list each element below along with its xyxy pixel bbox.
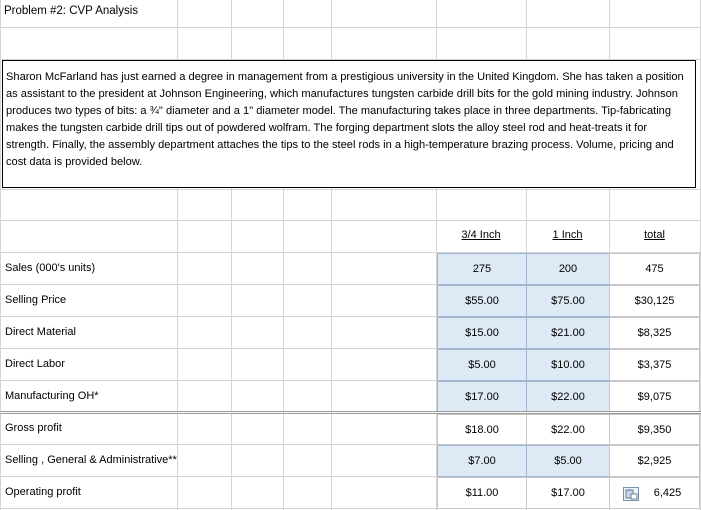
clipboard-icon[interactable] <box>623 487 639 501</box>
cell-moh-3-4[interactable]: $17.00 <box>437 381 527 412</box>
cell-op-3-4[interactable]: $11.00 <box>437 477 527 509</box>
cell-op-1[interactable]: $17.00 <box>526 477 610 509</box>
cell-sga-total[interactable]: $2,925 <box>609 445 700 477</box>
cell-price-1[interactable]: $75.00 <box>526 285 610 317</box>
cell-sales-1[interactable]: 200 <box>526 253 610 285</box>
header-total[interactable]: total <box>644 229 665 241</box>
description-box[interactable]: Sharon McFarland has just earned a degree in management from a prestigious university in the United Kingdom. She has taken a position as assistant to the president at Johnson Engineering, which manufactures tungsten carbide drill bits for the gold mining industry. Johnson produces two types of bits: a ¾" diameter and a 1" diameter model. The manufacturing takes place in three departments. Tip-fabricating makes the tungsten carbide drill tips out of powdered wolfram. The forging department slots the alloy steel rod and heat-treats it for strength. Finally, the assembly department attaches the tips to the steel rods in a high-temperature brazing process. Volume, pricing and cost data is provided below. <box>2 60 696 188</box>
cell-gp-3-4[interactable]: $18.00 <box>437 414 527 445</box>
cell-dm-total[interactable]: $8,325 <box>609 317 700 349</box>
row-label-sga[interactable]: Selling , General & Administrative** <box>5 454 177 466</box>
cell-sga-1[interactable]: $5.00 <box>526 445 610 477</box>
sheet-title[interactable]: Problem #2: CVP Analysis <box>4 5 139 17</box>
header-3-4-inch[interactable]: 3/4 Inch <box>461 229 501 241</box>
cell-gp-total[interactable]: $9,350 <box>609 414 700 445</box>
cell-price-3-4[interactable]: $55.00 <box>437 285 527 317</box>
row-label-sales[interactable]: Sales (000's units) <box>5 262 96 274</box>
row-label-selling-price[interactable]: Selling Price <box>5 294 67 306</box>
cell-sales-total[interactable]: 475 <box>609 253 700 285</box>
cell-sales-3-4[interactable]: 275 <box>437 253 527 285</box>
cell-moh-total[interactable]: $9,075 <box>609 381 700 412</box>
cell-dm-1[interactable]: $21.00 <box>526 317 610 349</box>
cell-dl-total[interactable]: $3,375 <box>609 349 700 381</box>
row-label-gross-profit[interactable]: Gross profit <box>5 422 62 434</box>
cell-moh-1[interactable]: $22.00 <box>526 381 610 412</box>
cell-dm-3-4[interactable]: $15.00 <box>437 317 527 349</box>
header-1-inch[interactable]: 1 Inch <box>552 229 583 241</box>
cell-op-total[interactable]: 6,425 <box>609 477 700 509</box>
row-label-operating-profit[interactable]: Operating profit <box>5 486 81 498</box>
cell-gp-1[interactable]: $22.00 <box>526 414 610 445</box>
row-label-manufacturing-oh[interactable]: Manufacturing OH* <box>5 390 99 402</box>
cell-sga-3-4[interactable]: $7.00 <box>437 445 527 477</box>
row-label-direct-labor[interactable]: Direct Labor <box>5 358 65 370</box>
row-label-direct-material[interactable]: Direct Material <box>5 326 76 338</box>
cell-dl-1[interactable]: $10.00 <box>526 349 610 381</box>
cell-price-total[interactable]: $30,125 <box>609 285 700 317</box>
cell-dl-3-4[interactable]: $5.00 <box>437 349 527 381</box>
